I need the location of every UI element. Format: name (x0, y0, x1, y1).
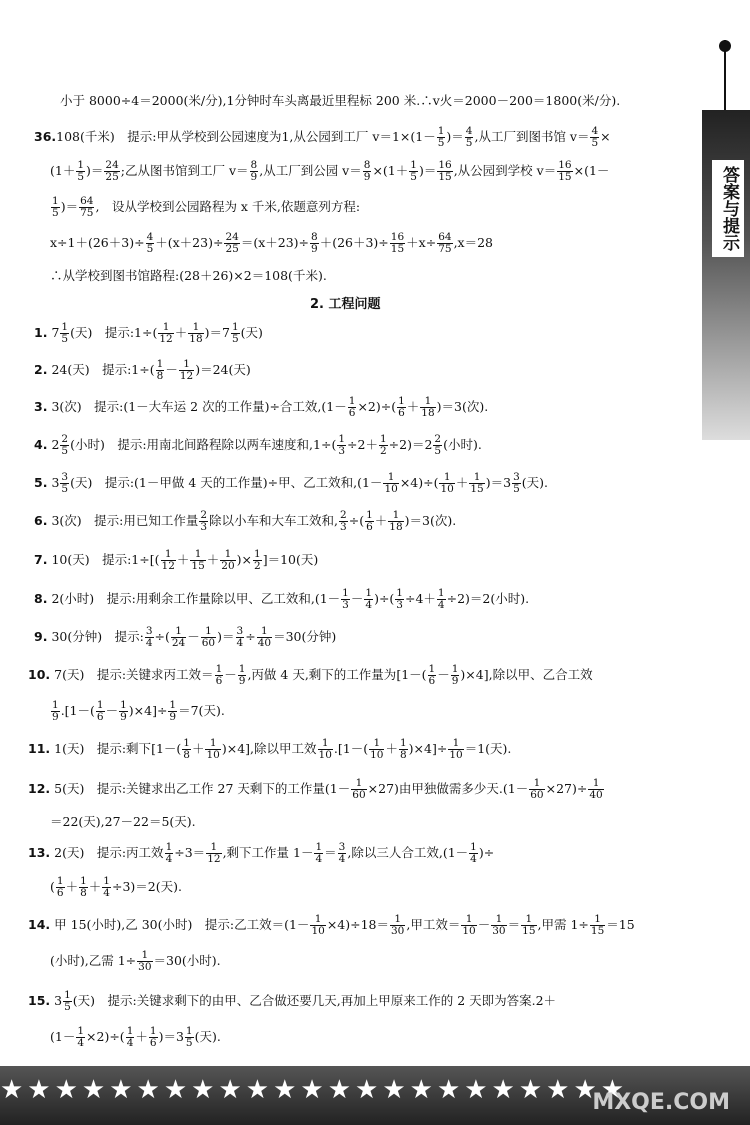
problem-15-line2: (1－ $\frac{1}{4}$ ×2)÷( $\frac{1}{4}$ ＋ $\frac{1}{6}$ )＝3 $\frac{1}{5}$ (天). (50, 1025, 221, 1049)
problem-14: 14. 甲 15(小时),乙 30(小时) 提示:乙工效＝(1－ $\frac{1}{10}$ ×4)÷18＝ $\frac{1}{30}$ ,甲工效＝ $\frac{1}{10}$ － $\frac{1}{30}$ ＝ $\frac{1}{15}$ ,甲需 1÷ $\frac{1}{15}$ ＝15 (28, 913, 635, 937)
text: (天) 提示:关键求剩下的由甲、乙合做还要几天,再加上甲原来工作的 2 天即为答案.2＋ (72, 993, 557, 1008)
text: ＝22(天),27－22＝5(天). (50, 814, 196, 829)
problem-number: 7. (34, 552, 48, 567)
problem-number: 1. (34, 325, 48, 340)
problem-36-line4: x÷1＋(26＋3)÷ $\frac{4}{5}$ ＋(x＋23)÷ $\frac{24}{25}$ ＝(x＋23)÷ $\frac{8}{9}$ ＋(26＋3)÷ $\frac{16}{15}$ ＋x÷ $\frac{64}{75}$ ,x＝28 (50, 231, 493, 255)
problem-number: 14. (28, 917, 51, 932)
problem-number: 4. (34, 437, 48, 452)
problem-14-line2: (小时),乙需 1÷ $\frac{1}{30}$ ＝30(小时). (50, 949, 221, 973)
problem-36-line3: $\frac{1}{5}$ )＝ $\frac{64}{75}$ , 设从学校到公园路程为 x 千米,依题意列方程: (52, 195, 361, 219)
text: ,除以甲、乙合工效 (488, 667, 593, 682)
problem-36-line2: (1＋ $\frac{1}{5}$ )＝ $\frac{24}{25}$ ;乙从图书馆到工厂 v＝ $\frac{8}{9}$ ,从工厂到公园 v＝ $\frac{8}{9}$ ×(1＋ $\frac{1}{5}$ )＝ $\frac{16}{15}$ ,从公园到学校 v＝ $\frac{16}{15}$ ×(1－ (50, 159, 610, 183)
problem-number: 12. (28, 781, 51, 796)
side-tab (702, 40, 750, 400)
problem-12: 12. 5(天) 提示:关键求出乙工作 27 天剩下的工作量(1－ $\frac{1}{60}$ ×27)由甲独做需多少天.(1－ $\frac{1}{60}$ ×27)÷ $\frac{1}{40}$ (28, 777, 603, 801)
text: (天) 提示:(1－甲做 4 天的工作量)÷甲、乙工效和,(1－ (70, 475, 383, 490)
problem-number: 11. (28, 741, 51, 756)
text: (小时),乙需 1÷ (50, 953, 137, 968)
side-dot (719, 40, 731, 52)
text: 由甲独做需多少天. (398, 781, 503, 796)
text: ,甲工效＝ (406, 917, 461, 932)
text: 30(分钟) 提示: (51, 629, 144, 644)
problem-9: 9. 30(分钟) 提示: $\frac{3}{4}$ ÷( $\frac{1}{24}$ － $\frac{1}{60}$ )＝ $\frac{3}{4}$ ÷ $\frac{1}{40}$ ＝30(分钟) (34, 625, 337, 649)
text: 小于 8000÷4＝2000(米/分),1分钟时车头离最近里程标 200 米.∴v火＝2000－200＝1800(米/分). (60, 93, 621, 108)
text-line (60, 91, 620, 111)
problem-36: 36.108(千米) 提示:甲从学校到公园速度为1,从公园到工厂 v＝1×(1－ $\frac{1}{5}$ )＝ $\frac{4}{5}$ ,从工厂到图书馆 v＝ $\frac{4}{5}$ × (34, 125, 611, 149)
problem-13-line2: ( $\frac{1}{6}$ ＋ $\frac{1}{8}$ ＋ $\frac{1}{4}$ ÷3)＝2(天). (50, 875, 182, 899)
text: ,除以甲工效 (250, 741, 317, 756)
problem-15: 15. 3 $\frac{1}{5}$ (天) 提示:关键求剩下的由甲、乙合做还要几天,再加上甲原来工作的 2 天即为答案.2＋ (28, 989, 557, 1013)
problem-number: 5. (34, 475, 48, 490)
text: 7 (51, 325, 60, 340)
text: ,甲需 1÷ (537, 917, 589, 932)
text: ;乙从图书馆到工厂 v＝ (120, 163, 249, 178)
text: 7(天) 提示:关键求丙工效＝ (54, 667, 214, 682)
text: ,除以三人合工效, (347, 845, 443, 860)
problem-number: 36. (34, 129, 57, 144)
text: x÷1＋(26＋3)÷ (50, 235, 145, 250)
text: (小时) 提示:用南北间路程除以两车速度和,1÷( (70, 437, 337, 452)
problem-number: 3. (34, 399, 48, 414)
problem-number: 8. (34, 591, 48, 606)
text: 108(千米) 提示:甲从学校到公园速度为1,从公园到工厂 v＝1×(1－ (56, 129, 436, 144)
problem-number: 6. (34, 513, 48, 528)
text: 10(天) 提示:1÷ (51, 552, 150, 567)
text: 5(天) 提示:关键求出乙工作 27 天剩下的工作量 (54, 781, 325, 796)
text: 3 (54, 993, 63, 1008)
problem-13: 13. 2(天) 提示:丙工效 $\frac{1}{4}$ ÷3＝ $\frac{1}{12}$ ,剩下工作量 1－ $\frac{1}{4}$ ＝ $\frac{3}{4}$ ,除以三人合工效,(1－ $\frac{1}{4}$ )÷ (28, 841, 495, 865)
text: 设从学校到公园路程为 x 千米,依题意列方程: (111, 199, 361, 214)
problem-number: 2. (34, 362, 48, 377)
problem-11: 11. 1(天) 提示:剩下[1－( $\frac{1}{8}$ ＋ $\frac{1}{10}$ )×4],除以甲工效 $\frac{1}{10}$ .[1－( $\frac{1}{10}$ ＋ $\frac{1}{8}$ )×4]÷ $\frac{1}{10}$ ＝1(天). (28, 737, 512, 761)
text: 3(次) 提示:用已知工作量 (51, 513, 199, 528)
problem-4: 4. 2 $\frac{2}{5}$ (小时) 提示:用南北间路程除以两车速度和,1÷( $\frac{1}{3}$ ÷2＋ $\frac{1}{2}$ ÷2)＝2 $\frac{2}{5}$ (小时). (34, 433, 482, 457)
problem-10: 10. 7(天) 提示:关键求丙工效＝ $\frac{1}{6}$ － $\frac{1}{9}$ ,丙做 4 天,剩下的工作量为[1－( $\frac{1}{6}$ － $\frac{1}{9}$ )×4],除以甲、乙合工效 (28, 663, 593, 687)
section-title: 2. 工程问题 (310, 297, 381, 312)
text: 2 (51, 437, 60, 452)
problem-number: 9. (34, 629, 48, 644)
problem-36-line5 (50, 266, 327, 286)
footer-stars: ★★★★★★★★★★★★★★★★★★★★★★★ (0, 1075, 629, 1105)
text: 3 (51, 475, 60, 490)
text: 2(天) 提示:丙工效 (54, 845, 164, 860)
problem-1: 1. 7 $\frac{1}{5}$ (天) 提示:1÷( $\frac{1}{12}$ ＋ $\frac{1}{18}$ )＝7 $\frac{1}{5}$ (天) (34, 321, 263, 345)
text: 甲 15(小时),乙 30(小时) 提示:乙工效＝ (54, 917, 285, 932)
problem-7: 7. 10(天) 提示:1÷[( $\frac{1}{12}$ ＋ $\frac{1}{15}$ ＋ $\frac{1}{20}$ )× $\frac{1}{2}$ ]＝10(天) (34, 548, 319, 572)
text: 除以小车和大车工效和, (209, 513, 339, 528)
text: 1(天) 提示:剩下 (54, 741, 152, 756)
text: (天) 提示:1÷ (70, 325, 153, 340)
problem-10-line2: $\frac{1}{9}$ .[1－( $\frac{1}{6}$ － $\frac{1}{9}$ )×4]÷ $\frac{1}{9}$ ＝7(天). (52, 699, 225, 723)
text: 24(天) 提示:1÷ (51, 362, 150, 377)
text: ,丙做 4 天,剩下的工作量为 (247, 667, 397, 682)
problem-number: 15. (28, 993, 51, 1008)
text: ∴从学校到图书馆路程:(28＋26)×2＝108(千米). (50, 268, 327, 283)
text: (1＋ (50, 163, 76, 178)
watermark: MXQE.COM (592, 1090, 730, 1115)
problem-8: 8. 2(小时) 提示:用剩余工作量除以甲、乙工效和,(1－ $\frac{1}{3}$ － $\frac{1}{4}$ )÷( $\frac{1}{3}$ ÷4＋ $\frac{1}{4}$ ÷2)＝2(小时). (34, 587, 530, 611)
problem-number: 13. (28, 845, 51, 860)
text: 2(小时) 提示:用剩余工作量除以甲、乙工效和,(1－ (51, 591, 341, 606)
text: ,剩下工作量 1－ (222, 845, 314, 860)
problem-number: 10. (28, 667, 51, 682)
problem-3: 3. 3(次) 提示:(1－大车运 2 次的工作量)÷合工效,(1－ $\frac{1}{6}$ ×2)÷( $\frac{1}{6}$ ＋ $\frac{1}{18}$ )＝3(次). (34, 395, 489, 419)
side-tab-label: 答案与提示 (712, 160, 744, 257)
problem-5: 5. 3 $\frac{3}{5}$ (天) 提示:(1－甲做 4 天的工作量)÷甲、乙工效和,(1－ $\frac{1}{10}$ ×4)÷( $\frac{1}{10}$ ＋ $\frac{1}{15}$ )＝3 $\frac{3}{5}$ (天). (34, 471, 548, 495)
problem-6: 6. 3(次) 提示:用已知工作量 $\frac{2}{3}$ 除以小车和大车工效和, $\frac{2}{3}$ ÷( $\frac{1}{6}$ ＋ $\frac{1}{18}$ )＝3(次). (34, 509, 457, 533)
problem-2: 2. 24(天) 提示:1÷( $\frac{1}{8}$ － $\frac{1}{12}$ )＝24(天) (34, 358, 251, 382)
text: 3(次) 提示:(1－大车运 2 次的工作量)÷合工效,(1－ (51, 399, 347, 414)
problem-12-line2 (50, 812, 196, 832)
